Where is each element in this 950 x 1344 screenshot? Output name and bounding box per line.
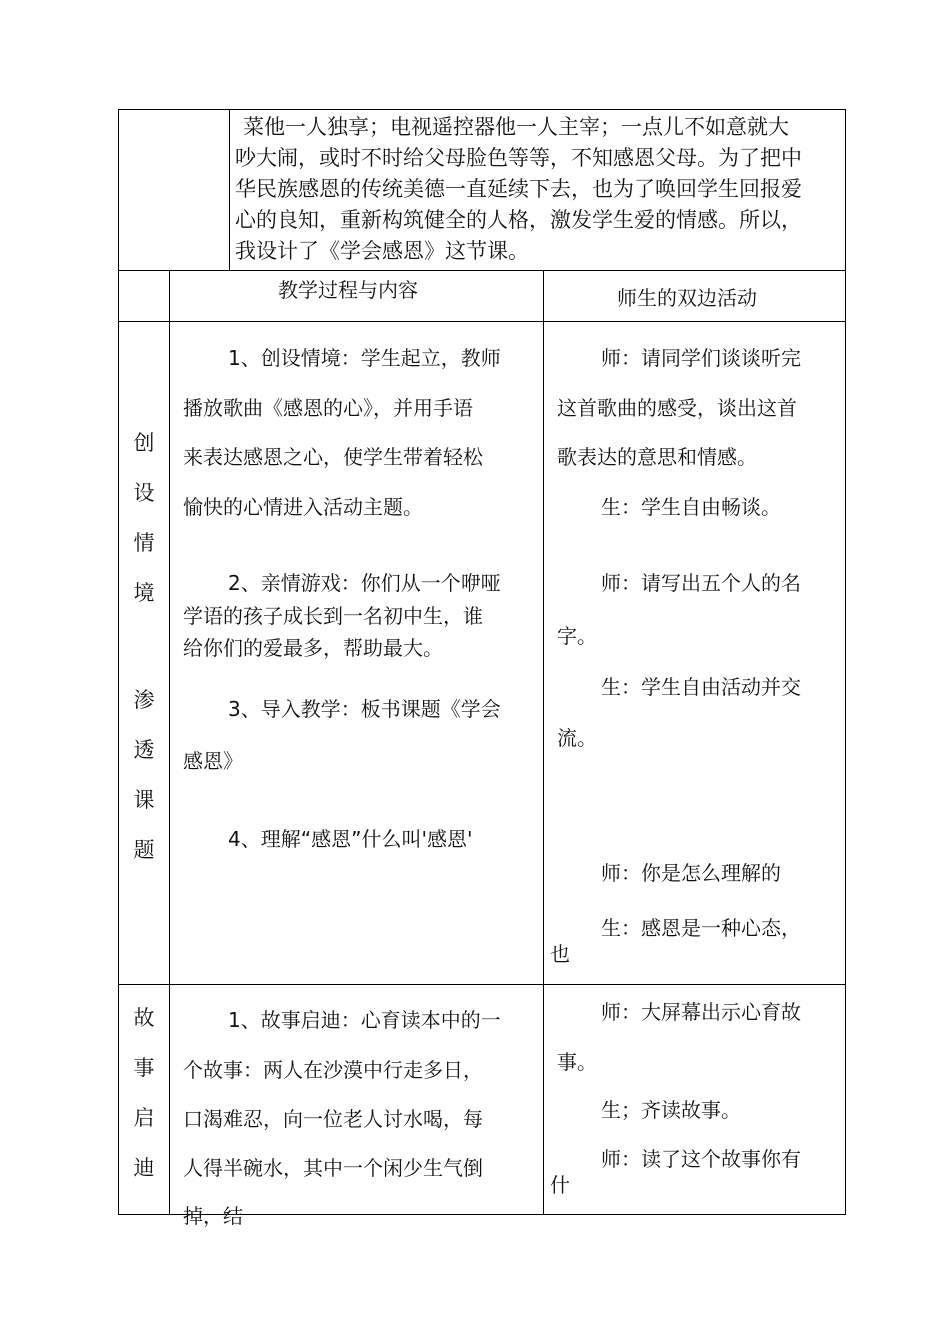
activity-line: 什 bbox=[550, 1173, 570, 1197]
stage-char: 题 bbox=[133, 838, 155, 862]
row-divider-section1 bbox=[118, 321, 846, 322]
stage-char: 情 bbox=[133, 531, 155, 555]
process-line: 4、理解“感恩”什么叫'感恩' bbox=[228, 827, 473, 851]
process-line: 掉，结 bbox=[183, 1204, 243, 1228]
stage-char: 创 bbox=[133, 431, 155, 455]
stage-label-create-situation bbox=[129, 418, 159, 618]
stage-char: 事 bbox=[133, 1056, 155, 1080]
activity-line: 字。 bbox=[557, 624, 597, 648]
stage-char: 透 bbox=[133, 738, 155, 762]
process-line: 感恩》 bbox=[183, 749, 243, 773]
process-line: 1、故事启迪：心育读本中的一 bbox=[228, 1008, 501, 1032]
activity-line: 师：请同学们谈谈听完 bbox=[601, 346, 801, 370]
activity-line: 流。 bbox=[557, 726, 597, 750]
header-activity: 师生的双边活动 bbox=[617, 286, 757, 310]
process-line: 学语的孩子成长到一名初中生，谁 bbox=[183, 604, 483, 628]
intro-line: 菜他一人独享；电视遥控器他一人主宰；一点儿不如意就大 bbox=[243, 115, 789, 139]
activity-line: 歌表达的意思和情感。 bbox=[557, 445, 757, 469]
process-line: 人得半碗水，其中一个闲少生气倒 bbox=[183, 1156, 483, 1180]
activity-line: 生：学生自由畅谈。 bbox=[601, 495, 781, 519]
process-line: 2、亲情游戏：你们从一个咿哑 bbox=[228, 571, 501, 595]
process-line: 给你们的爱最多，帮助最大。 bbox=[183, 636, 443, 660]
intro-line: 华民族感恩的传统美德一直延续下去，也为了唤回学生回报爱 bbox=[235, 177, 802, 201]
intro-line: 我设计了《学会感恩》这节课。 bbox=[235, 239, 529, 263]
stage-char: 故 bbox=[133, 1006, 155, 1030]
activity-line: 这首歌曲的感受，谈出这首 bbox=[557, 396, 797, 420]
process-line: 来表达感恩之心，使学生带着轻松 bbox=[183, 445, 483, 469]
activity-line: 师：你是怎么理解的 bbox=[601, 861, 781, 885]
stage-char: 设 bbox=[133, 481, 155, 505]
process-line: 播放歌曲《感恩的心》，并用手语 bbox=[183, 396, 473, 420]
table-border-left bbox=[118, 109, 119, 1215]
activity-line: 生；齐读故事。 bbox=[601, 1098, 741, 1122]
activity-column-divider bbox=[543, 270, 544, 1215]
stage-char: 迪 bbox=[133, 1156, 155, 1180]
row-divider-header bbox=[118, 270, 846, 271]
process-line: 3、导入教学：板书课题《学会 bbox=[228, 697, 501, 721]
intro-line: 心的良知，重新构筑健全的人格，激发学生爱的情感。所以， bbox=[235, 208, 802, 232]
stage-label-introduce-topic bbox=[129, 675, 159, 875]
activity-line: 师：请写出五个人的名 bbox=[601, 571, 801, 595]
process-line: 口渴难忍，向一位老人讨水喝，每 bbox=[183, 1107, 483, 1131]
table-border-right bbox=[845, 109, 846, 1215]
activity-line: 事。 bbox=[557, 1050, 597, 1074]
activity-line: 生：感恩是一种心态， bbox=[601, 916, 801, 940]
intro-column-divider bbox=[229, 109, 230, 271]
header-process: 教学过程与内容 bbox=[278, 278, 418, 302]
process-line: 个故事：两人在沙漠中行走多日， bbox=[183, 1058, 483, 1082]
table-border-top bbox=[118, 109, 846, 110]
stage-char: 课 bbox=[133, 788, 155, 812]
activity-line: 师：读了这个故事你有 bbox=[601, 1147, 801, 1171]
stage-char: 渗 bbox=[133, 688, 155, 712]
process-line: 愉快的心情进入活动主题。 bbox=[183, 495, 423, 519]
intro-line: 吵大闹，或时不时给父母脸色等等，不知感恩父母。为了把中 bbox=[235, 146, 802, 170]
stage-char: 启 bbox=[133, 1106, 155, 1130]
section2-process bbox=[170, 985, 543, 1228]
activity-line: 生：学生自由活动并交 bbox=[601, 675, 801, 699]
activity-line: 师：大屏幕出示心育故 bbox=[601, 1000, 801, 1024]
process-line: 1、创设情境：学生起立，教师 bbox=[228, 346, 501, 370]
activity-line: 也 bbox=[550, 942, 570, 966]
stage-label-story-inspiration bbox=[129, 993, 159, 1193]
stage-char: 境 bbox=[133, 581, 155, 605]
